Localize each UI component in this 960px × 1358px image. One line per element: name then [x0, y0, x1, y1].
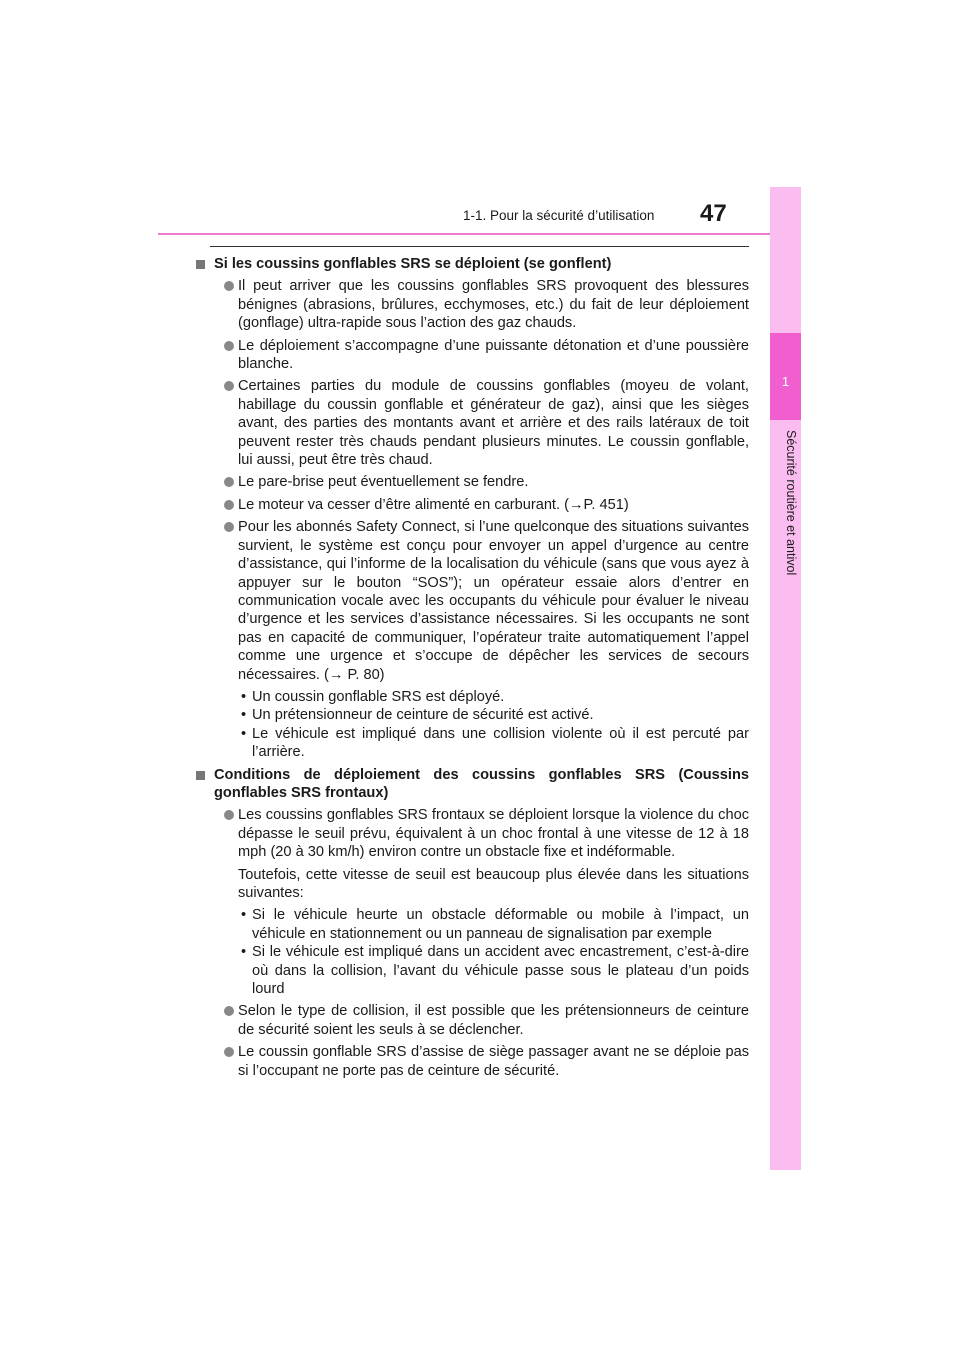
section-heading-text: Si les coussins gonflables SRS se déploient (se gonflent): [214, 256, 612, 272]
chapter-number: 1: [781, 374, 790, 389]
list-item-text: Certaines parties du module de coussins gonflables (moyeu de volant, habillage du coussin gonflable et générateur de gaz), ainsi que les sièges avant, des parties des montants avant et arrière et des rails latéraux de toit peuvent rester très chauds pendant plusieurs minutes. Le coussin gonflable, lui aussi, peut être très chaud.: [238, 378, 749, 469]
dot-marker: •: [241, 944, 247, 961]
sub-list-item: [196, 688, 749, 706]
list-item: [196, 1002, 749, 1039]
list-item-text: Le coussin gonflable SRS d’assise de siège passager avant ne se déploie pas si l’occupant ne porte pas de ceinture de sécurité.: [238, 1044, 749, 1079]
bullet-icon: [224, 477, 234, 487]
bullet-icon: [224, 281, 234, 291]
sub-list-item: [196, 943, 749, 998]
bullet-icon: [224, 500, 234, 510]
section-heading: [196, 766, 749, 803]
header-rule: [158, 233, 800, 235]
sub-list-item-text: Si le véhicule est impliqué dans un accident avec encastrement, c’est-à-dire où dans la collision, l’avant du véhicule passe sous le plateau d’un poids lourd: [252, 944, 749, 998]
page-number: 47: [700, 200, 727, 227]
section-heading-text: Conditions de déploiement des coussins gonflables SRS (Coussins gonflables SRS frontaux): [214, 766, 749, 801]
list-item-text: Le moteur va cesser d’être alimenté en carburant. (→P. 451): [238, 496, 629, 513]
paragraph: Toutefois, cette vitesse de seuil est beaucoup plus élevée dans les situations suivantes:: [238, 866, 749, 901]
list-item-text: Pour les abonnés Safety Connect, si l’une quelconque des situations suivantes survient, le système est conçu pour envoyer un appel d’urgence au centre d’assistance, qui l’informe de la localisation du véhicule (sans que vous ayez à appuyer sur le bouton “SOS”); un opérateur essaie alors d’entrer en communication vocale avec les occupants du véhicule pour évaluer le niveau d’urgence et les services d’assistance nécessaires. Si les occupants ne sont pas en capacité de communiquer, l’opérateur traite automatiquement l’appel comme une urgence et s’occupe de dépêcher les services de secours nécessaires. (→ P. 80): [238, 519, 749, 683]
square-bullet-icon: [196, 260, 205, 269]
sub-list-item-text: Si le véhicule heurte un obstacle déformable ou mobile à l’impact, un véhicule en stationnement ou un panneau de signalisation par exemple: [252, 907, 749, 942]
list-item-text: Le déploiement s’accompagne d’une puissante détonation et d’une poussière blanche.: [238, 337, 749, 373]
sub-list-item: [196, 725, 749, 762]
content-top-rule: [210, 246, 749, 247]
dot-marker: •: [241, 707, 247, 724]
sub-list: [196, 906, 749, 998]
list-item: [196, 277, 749, 332]
bullet-icon: [224, 522, 234, 532]
sub-list-item-text: Un coussin gonflable SRS est déployé.: [252, 688, 505, 705]
sub-list: [196, 688, 749, 762]
dot-marker: •: [241, 907, 247, 924]
bullet-icon: [224, 381, 234, 391]
dot-marker: •: [241, 688, 247, 705]
list-item: [196, 496, 749, 514]
sub-list-item-text: Le véhicule est impliqué dans une collision violente où il est percuté par l’arrière.: [252, 725, 749, 761]
page-content: [196, 255, 749, 1084]
bullet-icon: [224, 810, 234, 820]
section-title: 1-1. Pour la sécurité d’utilisation: [463, 208, 655, 223]
dot-marker: •: [241, 725, 247, 742]
list-item-text: Le pare-brise peut éventuellement se fendre.: [238, 474, 529, 491]
chapter-title: Sécurité routière et antivol: [784, 430, 798, 576]
list-item: [196, 337, 749, 374]
list-item: [196, 377, 749, 469]
square-bullet-icon: [196, 771, 205, 780]
list-item-text: Les coussins gonflables SRS frontaux se déploient lorsque la violence du choc dépasse le seuil prévu, équivalent à un choc frontal à une vitesse de 12 à 18 mph (20 à 30 km/h) environ contre un obstacle fixe et indéformable.: [238, 807, 749, 861]
sub-list-item: [196, 906, 749, 943]
section-heading: [196, 255, 749, 273]
list-item-text: Selon le type de collision, il est possible que les prétensionneurs de ceinture de sécurité soient les seuls à se déclencher.: [238, 1003, 749, 1038]
bullet-icon: [224, 1006, 234, 1016]
bullet-icon: [224, 1047, 234, 1057]
list-item: [196, 473, 749, 491]
sub-list-item-text: Un prétensionneur de ceinture de sécurité est activé.: [252, 707, 594, 724]
list-item: [196, 1043, 749, 1080]
bullet-icon: [224, 341, 234, 351]
list-item-text: Il peut arriver que les coussins gonflables SRS provoquent des blessures bénignes (abrasions, brûlures, ecchymoses, etc.) du fait de leur déploiement (gonflage) ultra-rapide sous l’action des gaz chauds.: [238, 278, 749, 332]
list-item: [196, 518, 749, 684]
list-item: [196, 806, 749, 861]
sub-list-item: [196, 706, 749, 724]
